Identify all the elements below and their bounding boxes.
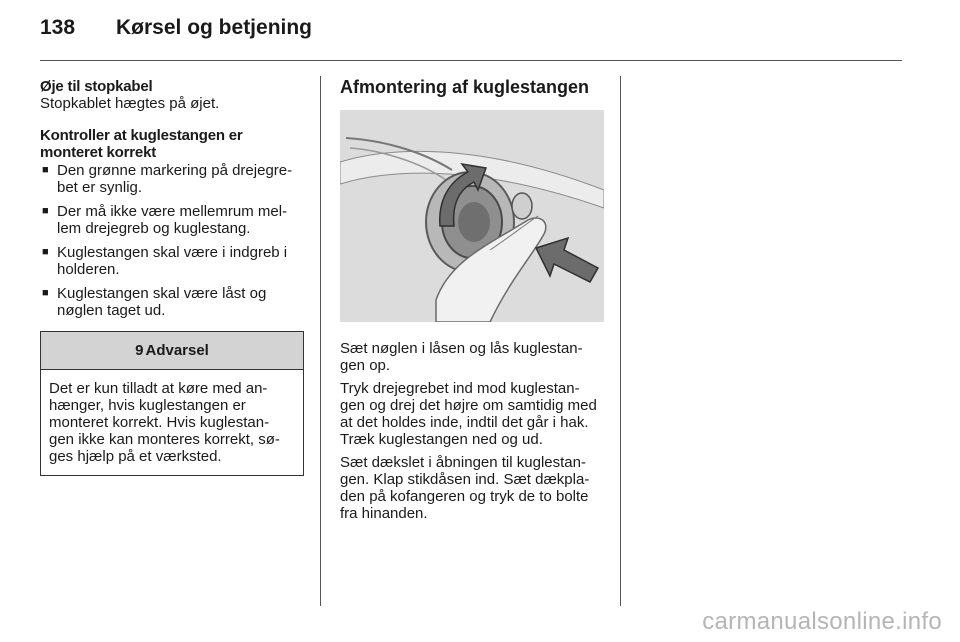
column-divider-right bbox=[620, 76, 621, 606]
instruction-paragraph: Sæt dækslet i åbningen til kuglestan-gen. Klap stikdåsen ind. Sæt dækpla-den på kofangeren og tryk de to bolte fra hinanden. bbox=[340, 454, 590, 522]
middle-column bbox=[340, 78, 604, 522]
warning-box bbox=[40, 331, 304, 476]
eye-heading: Øje til stopkabel bbox=[40, 78, 153, 95]
list-item-text: Kuglestangen skal være låst og nøglen taget ud. bbox=[57, 285, 267, 319]
bullet-icon: ■ bbox=[42, 164, 49, 176]
bullet-icon: ■ bbox=[42, 205, 49, 217]
check-list bbox=[40, 162, 304, 319]
watermark: carmanualsonline.info bbox=[702, 608, 942, 635]
left-column bbox=[40, 78, 304, 476]
list-item bbox=[40, 244, 304, 278]
list-item bbox=[40, 162, 304, 196]
page-header bbox=[40, 16, 312, 40]
page-number: 138 bbox=[40, 16, 76, 39]
check-heading: Kontroller at kuglestangen er monteret korrekt bbox=[40, 127, 243, 161]
list-item-text: Der må ikke være mellemrum mel-lem drejegreb og kuglestang. bbox=[57, 203, 288, 237]
list-item bbox=[40, 203, 304, 237]
column-divider-left bbox=[320, 76, 321, 606]
list-item bbox=[40, 285, 304, 319]
instructions bbox=[340, 340, 604, 522]
eye-text: Stopkablet hægtes på øjet. bbox=[40, 95, 220, 112]
section-title: Afmontering af kuglestangen bbox=[340, 77, 590, 97]
instruction-paragraph: Tryk drejegrebet ind mod kuglestan-gen og drej det højre om samtidig med at det holdes inde, indtil det går i hak. Træk kuglestangen ned og ud. bbox=[340, 380, 597, 448]
warning-icon: 9 bbox=[135, 342, 144, 359]
instruction-paragraph: Sæt nøglen i låsen og lås kuglestan-gen op. bbox=[340, 340, 583, 374]
bullet-icon: ■ bbox=[42, 287, 49, 299]
warning-header bbox=[41, 332, 303, 370]
tow-bar-removal-illustration bbox=[340, 110, 604, 322]
warning-text: Det er kun tilladt at køre med an-hænger, hvis kuglestangen er monteret korrekt. Hvis kuglestan-gen ikke kan monteres korrekt, sø-ges hjælp på et værksted. bbox=[49, 380, 280, 465]
header-divider bbox=[40, 60, 902, 61]
list-item-text: Den grønne markering på drejegre-bet er synlig. bbox=[57, 162, 293, 196]
chapter-title: Kørsel og betjening bbox=[116, 16, 313, 39]
bullet-icon: ■ bbox=[42, 246, 49, 258]
list-item-text: Kuglestangen skal være i indgreb i holderen. bbox=[57, 244, 288, 278]
warning-title: Advarsel bbox=[145, 342, 209, 359]
